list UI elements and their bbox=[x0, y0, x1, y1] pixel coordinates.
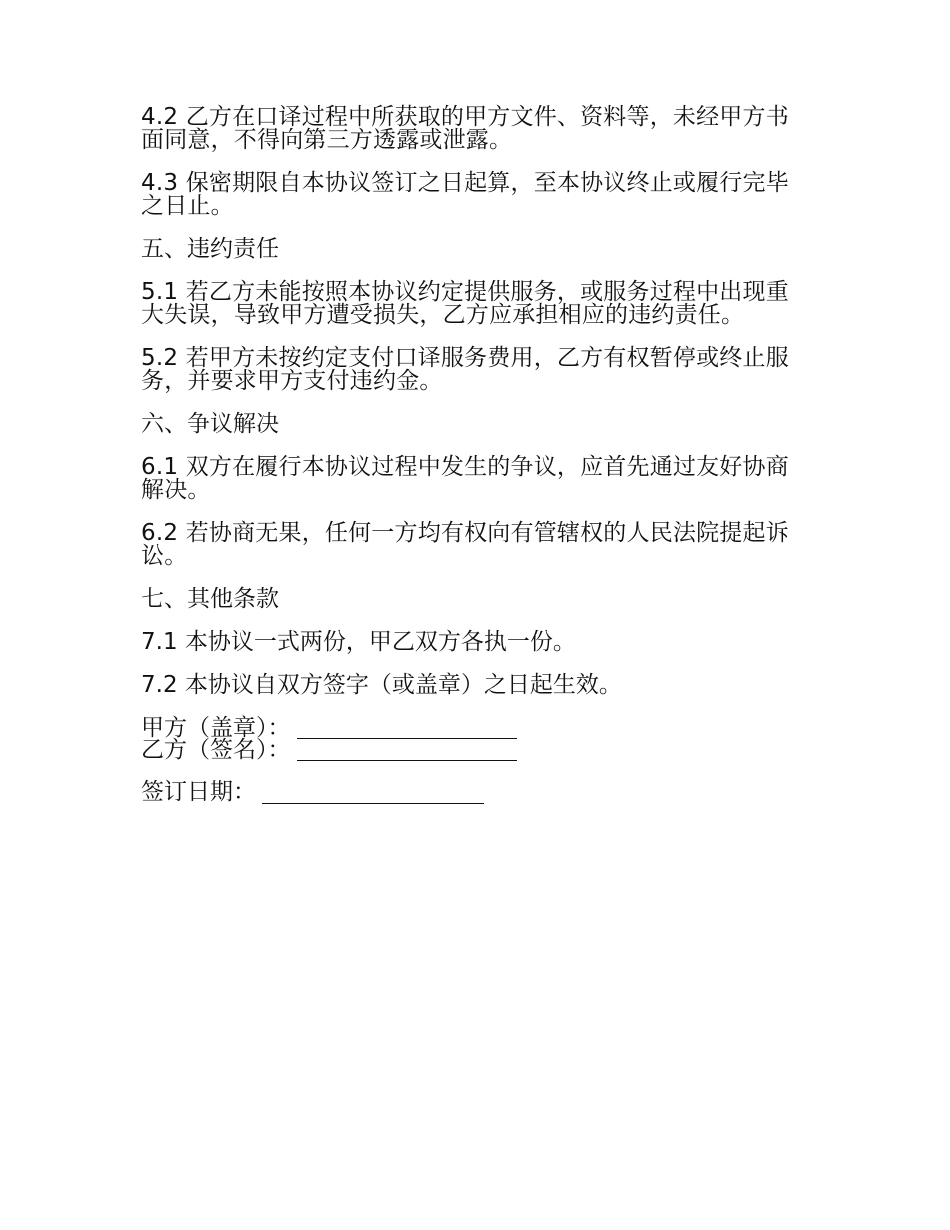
party-a-signature-line bbox=[141, 717, 809, 739]
clause-7-2: 7.2 本协议自双方签字（或盖章）之日起生效。 bbox=[141, 672, 622, 698]
clause-4-3: 4.3 保密期限自本协议签订之日起算，至本协议终止或履行完毕之日止。 bbox=[141, 170, 789, 219]
clause-5-1: 5.1 若乙方未能按照本协议约定提供服务，或服务过程中出现重大失误，导致甲方遭受损失，乙方应承担相应的违约责任。 bbox=[141, 279, 789, 328]
clause-7-1: 7.1 本协议一式两份，甲乙双方各执一份。 bbox=[141, 629, 576, 655]
section-heading-other: 七、其他条款 bbox=[141, 586, 279, 612]
party-b-signature-field[interactable] bbox=[297, 740, 517, 761]
clause-6-2: 6.2 若协商无果，任何一方均有权向有管辖权的人民法院提起诉讼。 bbox=[141, 520, 789, 569]
party-a-signature-field[interactable] bbox=[297, 718, 517, 739]
sign-date-line bbox=[141, 781, 809, 804]
section-heading-dispute: 六、争议解决 bbox=[141, 411, 279, 437]
party-a-label: 甲方（盖章）： bbox=[141, 715, 291, 741]
party-b-label: 乙方（签名）： bbox=[141, 737, 291, 763]
clause-4-2: 4.2 乙方在口译过程中所获取的甲方文件、资料等，未经甲方书面同意，不得向第三方透露或泄露。 bbox=[141, 104, 789, 153]
sign-date-label: 签订日期： bbox=[141, 779, 256, 805]
signature-block bbox=[141, 717, 809, 761]
agreement-page bbox=[141, 106, 809, 804]
clause-5-2: 5.2 若甲方未按约定支付口译服务费用，乙方有权暂停或终止服务，并要求甲方支付违约金。 bbox=[141, 345, 789, 394]
section-heading-breach: 五、违约责任 bbox=[141, 236, 279, 262]
clause-6-1: 6.1 双方在履行本协议过程中发生的争议，应首先通过友好协商解决。 bbox=[141, 454, 789, 503]
party-b-signature-line bbox=[141, 739, 809, 761]
sign-date-field[interactable] bbox=[262, 783, 484, 804]
